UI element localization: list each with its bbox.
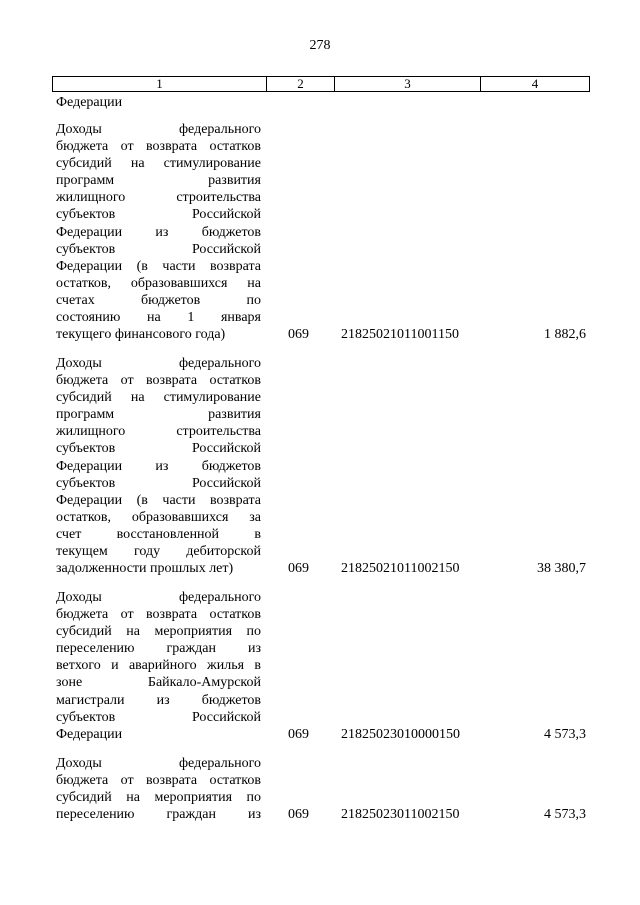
description-line: субъектов Российской <box>56 709 261 725</box>
description-line: магистрали из бюджетов <box>56 692 261 708</box>
description-line: зоне Байкало-Амурской <box>56 675 261 691</box>
description-line: субъектов Российской <box>56 207 261 223</box>
admin-code: 069 <box>288 327 309 342</box>
description-line: остатков, образовавшихся на <box>56 275 261 291</box>
description-line: субъектов Российской <box>56 441 261 457</box>
description-line: субсидий на стимулирование <box>56 156 261 172</box>
description-line: переселению граждан из <box>56 641 261 657</box>
amount: 4 573,3 <box>544 727 586 742</box>
page-number: 278 <box>309 38 331 53</box>
description-line: субсидий на мероприятия по <box>56 624 261 640</box>
budget-classification-code: 21825023010000150 <box>341 727 460 742</box>
amount: 4 573,3 <box>544 807 586 822</box>
description-line: Доходы федерального <box>56 122 261 137</box>
row-description <box>56 755 261 823</box>
description-line: Федерации <box>56 95 123 110</box>
row-description <box>56 121 261 343</box>
admin-code: 069 <box>288 561 309 576</box>
description-line: бюджета от возврата остатков <box>56 373 261 389</box>
admin-code: 069 <box>288 727 309 742</box>
column-number-1: 1 <box>53 77 267 92</box>
budget-classification-code: 21825021011001150 <box>341 327 459 342</box>
description-line: программ развития <box>56 173 261 189</box>
amount: 38 380,7 <box>537 561 586 576</box>
description-line: счет восстановленной в <box>56 526 261 542</box>
description-line: состоянию на 1 января <box>56 310 261 326</box>
description-line: задолженности прошлых лет) <box>56 561 234 577</box>
description-line: Федерации <box>56 726 123 742</box>
description-line: жилищного строительства <box>56 424 261 440</box>
description-line: Федерации из бюджетов <box>56 224 261 240</box>
budget-classification-code: 21825023011002150 <box>341 807 460 822</box>
description-line: переселению граждан из <box>56 807 261 823</box>
description-line: текущего финансового года) <box>56 327 226 343</box>
description-line: жилищного строительства <box>56 190 261 206</box>
column-number-4: 4 <box>481 77 590 92</box>
amount: 1 882,6 <box>544 327 586 342</box>
description-line: субъектов Российской <box>56 241 261 257</box>
description-line: субсидий на мероприятия по <box>56 790 261 806</box>
description-line: ветхого и аварийного жилья в <box>56 658 261 674</box>
column-number-3: 3 <box>335 77 481 92</box>
description-line: текущем году дебиторской <box>56 544 261 560</box>
description-line: Федерации (в части возврата <box>56 492 261 508</box>
budget-classification-code: 21825021011002150 <box>341 561 460 576</box>
description-line: Доходы федерального <box>56 356 261 371</box>
description-line: субсидий на стимулирование <box>56 390 261 406</box>
description-line: бюджета от возврата остатков <box>56 139 261 155</box>
description-line: Доходы федерального <box>56 590 261 605</box>
description-line: остатков, образовавшихся за <box>56 509 261 525</box>
row-description <box>56 589 261 743</box>
description-line: Федерации (в части возврата <box>56 258 261 274</box>
table-column-header <box>52 76 590 92</box>
description-line: Федерации из бюджетов <box>56 458 261 474</box>
column-number-2: 2 <box>267 77 335 92</box>
description-line: Доходы федерального <box>56 756 261 771</box>
description-line: субъектов Российской <box>56 475 261 491</box>
carryover-description <box>56 94 261 111</box>
description-line: бюджета от возврата остатков <box>56 773 261 789</box>
admin-code: 069 <box>288 807 309 822</box>
description-line: счетах бюджетов по <box>56 292 261 308</box>
description-line: программ развития <box>56 407 261 423</box>
row-description <box>56 355 261 577</box>
description-line: бюджета от возврата остатков <box>56 607 261 623</box>
